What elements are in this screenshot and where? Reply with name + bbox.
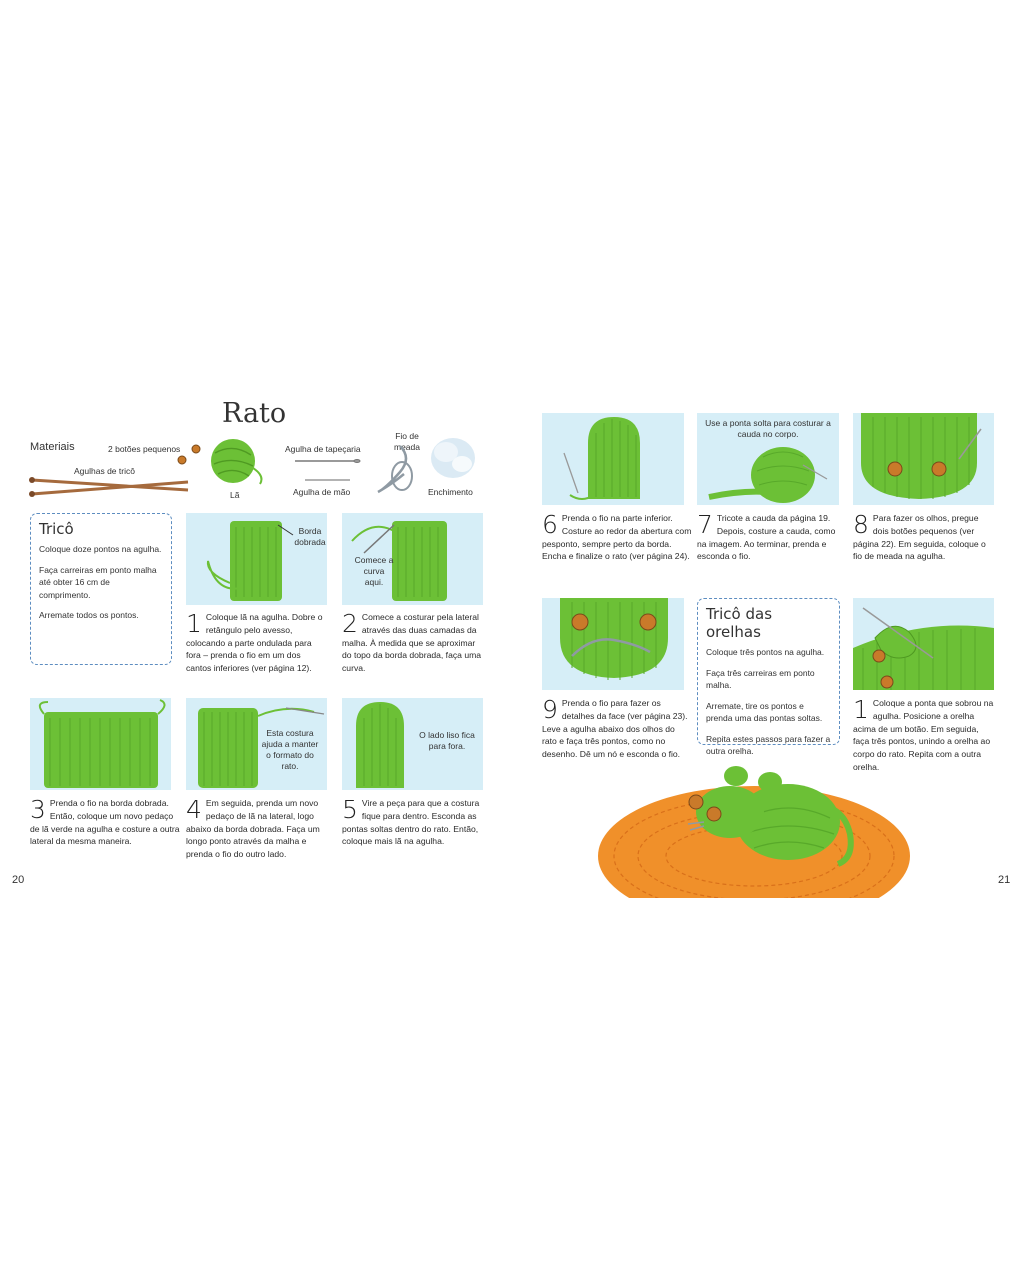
- step-1-description: Coloque lã na agulha. Dobre o retângulo pelo avesso, colocando a parte ondulada para fora – prenda o fio em um dos cantos inferiores (ver página 12).: [186, 612, 323, 674]
- step-8-image: [853, 413, 994, 505]
- step-4-description: Em seguida, prenda um novo pedaço de lã na lateral, logo abaixo da borda dobrada. Faça um longo ponto através da malha e prenda o fio do outro lado.: [186, 798, 320, 860]
- step-5-description: Vire a peça para que a costura fique para dentro. Esconda as pontas soltas dentro do rato. Então, coloque mais lã na agulha.: [342, 798, 480, 847]
- step-4-image: [186, 698, 327, 790]
- step-3-text: [30, 797, 180, 848]
- step-1-text: [186, 611, 327, 675]
- tapestry-needle-label: Agulha de tapeçaria: [285, 444, 361, 454]
- step-10-number: 1: [853, 695, 869, 724]
- step-8-number: 8: [853, 510, 869, 539]
- step-4-text: [186, 797, 327, 861]
- thread-label: Fio de meada: [394, 431, 420, 452]
- ears-box-line: Faça três carreiras em ponto malha.: [706, 667, 815, 690]
- step-2-number: 2: [342, 609, 358, 638]
- step-6-text: [542, 512, 692, 563]
- step-5-number: 5: [342, 795, 358, 824]
- materials-heading: Materiais: [30, 441, 75, 453]
- step-3-description: Prenda o fio na borda dobrada. Então, coloque um novo pedaço de lã verde na agulha e costure a outra lateral da mesma maneira.: [30, 798, 180, 847]
- page-number-left: 20: [12, 874, 25, 886]
- step-2-description: Comece a costurar pela lateral através das duas camadas da malha. À medida que se aproximar do topo da borda dobrada, faça uma curva.: [342, 612, 482, 674]
- step-6-image: [542, 413, 684, 505]
- tail-note-label: Use a ponta solta para costurar a cauda no corpo.: [705, 418, 831, 439]
- step-8-text: [853, 512, 994, 563]
- page-number-right: 21: [998, 874, 1011, 886]
- step-1-number: 1: [186, 609, 202, 638]
- buttons-label: 2 botões pequenos: [108, 444, 181, 454]
- hand-needle-label: Agulha de mão: [293, 487, 351, 497]
- knitting-needles-label: Agulhas de tricô: [74, 466, 135, 476]
- materials-illustrations: [20, 428, 490, 508]
- yarn-ball-icon: [211, 439, 261, 484]
- step-2-text: [342, 611, 483, 675]
- smooth-side-label: O lado liso fica para fora.: [419, 730, 475, 751]
- knit-box-line: Coloque doze pontos na agulha.: [39, 544, 162, 554]
- step-5-image: [342, 698, 483, 790]
- step-3-number: 3: [30, 795, 46, 824]
- step-3-image: [30, 698, 171, 790]
- tapestry-needle-icon: [295, 460, 360, 463]
- step-1-image: [186, 513, 327, 605]
- step-9-description: Prenda o fio para fazer os detalhes da face (ver página 23). Leve a agulha abaixo dos olhos do rato e faça três pontos, como no desenho. Dê um nó e esconda o fio.: [542, 698, 688, 760]
- start-curve-label: Comece a curva aqui.: [354, 555, 394, 587]
- step-9-number: 9: [542, 695, 558, 724]
- folded-edge-label: Borda dobrada: [294, 526, 326, 547]
- page-title: Rato: [222, 398, 287, 429]
- step-2-image: [342, 513, 483, 605]
- ears-box-line: Arremate, tire os pontos e prenda uma das pontas soltas.: [706, 700, 823, 723]
- ears-instructions-box: [697, 598, 840, 756]
- knitting-needles-icon: [29, 477, 188, 497]
- knit-instructions-box: [30, 513, 172, 665]
- step-10-description: Coloque a ponta que sobrou na agulha. Posicione a orelha acima de um botão. Em seguida, faça três pontos, unindo a orelha ao corpo do rato. Repita com a outra orelha.: [853, 698, 994, 772]
- ears-box-line: Coloque três pontos na agulha.: [706, 647, 825, 657]
- step-7-number: 7: [697, 510, 713, 539]
- yarn-label: Lã: [230, 490, 240, 500]
- stuffing-label: Enchimento: [428, 487, 473, 497]
- step-10-image: [853, 598, 994, 690]
- ears-box-line: Repita estes passos para fazer a outra orelha.: [706, 733, 831, 756]
- seam-shape-label: Esta costura ajuda a manter o formato do rato.: [261, 728, 319, 771]
- buttons-icon: [178, 445, 200, 464]
- step-5-text: [342, 797, 492, 848]
- thread-skein-icon: [378, 446, 412, 492]
- step-7-text: [697, 512, 839, 563]
- step-6-description: Prenda o fio na parte inferior. Costure ao redor da abertura com pesponto, sempre perto da borda. Encha e finalize o rato (ver página 24).: [542, 513, 692, 562]
- knit-box-line: Faça carreiras em ponto malha até obter 16 cm de comprimento.: [39, 564, 157, 600]
- step-4-number: 4: [186, 795, 202, 824]
- finished-mouse-illustration: [598, 738, 910, 898]
- step-9-image: [542, 598, 684, 690]
- knit-box-title: Tricô: [39, 520, 74, 538]
- step-8-description: Para fazer os olhos, pregue dois botões pequenos (ver página 22). Em seguida, coloque o fio de meada na agulha.: [853, 513, 986, 562]
- step-7-description: Tricote a cauda da página 19. Depois, costure a cauda, como na imagem. Ao terminar, prenda e esconda o fio.: [697, 513, 836, 562]
- step-7-image: [697, 413, 839, 505]
- knit-box-line: Arremate todos os pontos.: [39, 610, 139, 620]
- step-6-number: 6: [542, 510, 558, 539]
- ears-box-title: Tricô das orelhas: [706, 605, 773, 641]
- stuffing-icon: [431, 438, 475, 478]
